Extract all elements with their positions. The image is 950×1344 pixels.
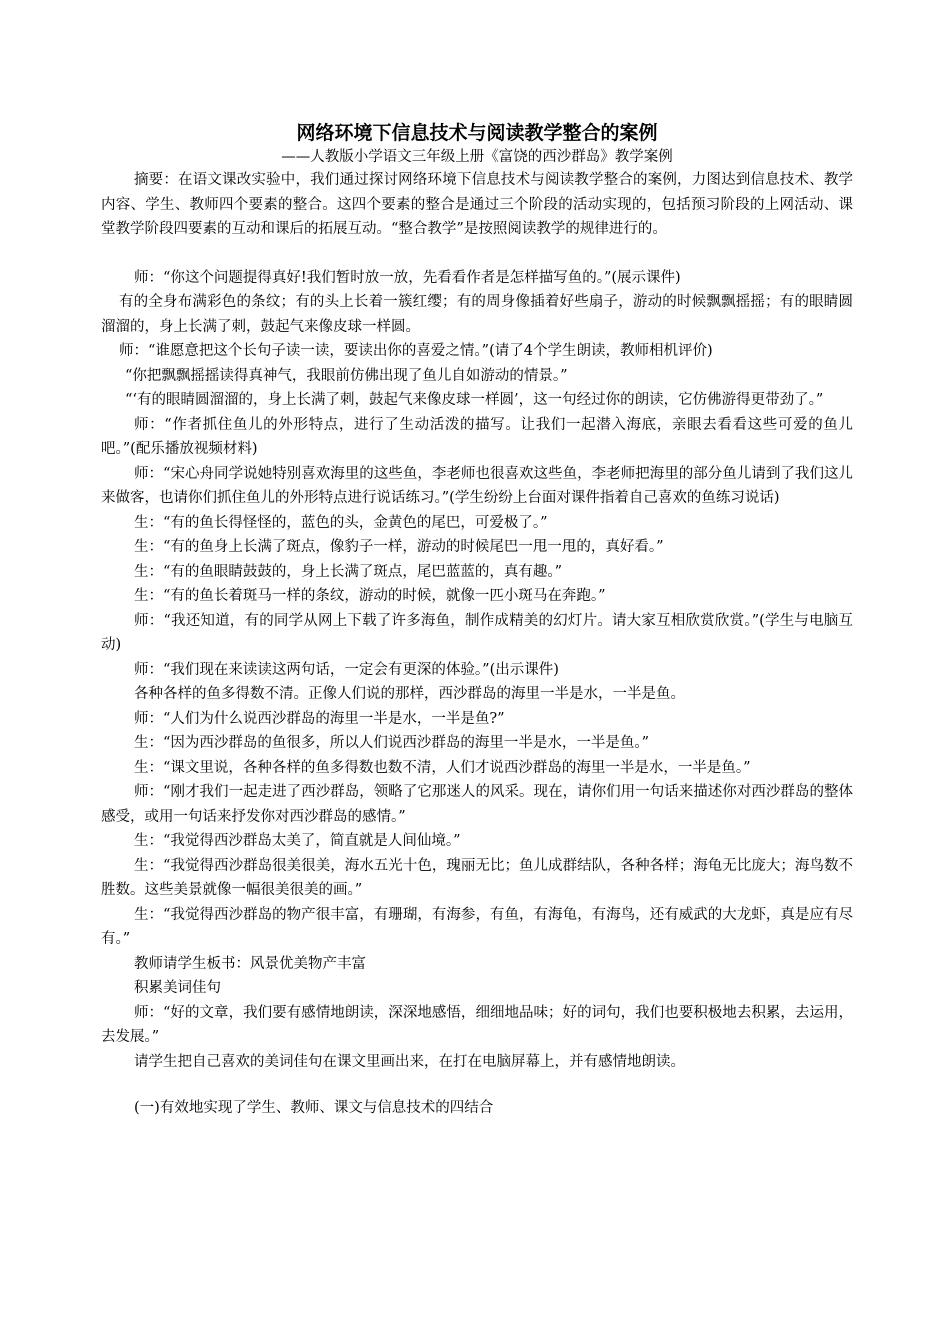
paragraph: 积累美词佳句 xyxy=(134,980,221,996)
paragraph: 生：“有的鱼长着斑马一样的条纹，游动的时候，就像一匹小斑马在奔跑。” xyxy=(134,588,606,604)
section-heading: (一)有效地实现了学生、教师、课文与信息技术的四结合 xyxy=(134,1100,494,1116)
paragraph: 各种各样的鱼多得数不清。正像人们说的那样，西沙群岛的海里一半是水，一半是鱼。 xyxy=(134,686,685,702)
paragraph: 师：“我们现在来读读这两句话，一定会有更深的体验。”(出示课件) xyxy=(134,661,559,678)
document-subtitle: ——人教版小学语文三年级上册《富饶的西沙群岛》教学案例 xyxy=(281,149,673,165)
document-page xyxy=(101,120,853,1121)
paragraph: 生：“我觉得西沙群岛很美很美，海水五光十色，瑰丽无比；鱼儿成群结队，各种各样；海龟无比庞大；海鸟数不胜数。这些美景就像一幅很美很美的画。” xyxy=(101,857,853,898)
paragraph: 师：“谁愿意把这个长句子读一读，要读出你的喜爱之情。”(请了4个学生朗读，教师相机评价) xyxy=(119,343,713,359)
paragraph: 教师请学生板书：风景优美物产丰富 xyxy=(134,955,366,972)
paragraph: “你把飘飘摇摇读得真神气，我眼前仿佛出现了鱼儿自如游动的情景。” xyxy=(125,367,568,384)
paragraph: 师：“作者抓住鱼儿的外形特点，进行了生动活泼的描写。让我们一起潜入海底，亲眼去看看这些可爱的鱼儿吧。”(配乐播放视频材料) xyxy=(101,416,853,457)
paragraph: 请学生把自己喜欢的美词佳句在课文里画出来，在打在电脑屏幕上，并有感情地朗读。 xyxy=(134,1053,685,1070)
paragraph: 师：“好的文章，我们要有感情地朗读，深深地感悟，细细地品味；好的词句，我们也要积极地去积累，去运用，去发展。” xyxy=(101,1004,853,1045)
paragraph: 生：“我觉得西沙群岛的物产很丰富，有珊瑚，有海参，有鱼，有海龟，有海鸟，还有威武的大龙虾，真是应有尽有。” xyxy=(101,906,853,947)
paragraph: “‘有的眼睛圆溜溜的，身上长满了刺，鼓起气来像皮球一样圆’，这一句经过你的朗读，它仿佛游得更带劲了。” xyxy=(125,392,824,408)
paragraph: 师：“人们为什么说西沙群岛的海里一半是水，一半是鱼?” xyxy=(134,710,505,727)
paragraph: 有的全身布满彩色的条纹；有的头上长着一簇红缨；有的周身像插着好些扇子，游动的时候飘飘摇摇；有的眼睛圆溜溜的，身上长满了刺，鼓起气来像皮球一样圆。 xyxy=(101,294,853,335)
paragraph: 生：“课文里说，各种各样的鱼多得数也数不清，人们才说西沙群岛的海里一半是水，一半是鱼。” xyxy=(134,759,751,776)
blank-line xyxy=(101,242,853,266)
paragraph: 师：“你这个问题提得真好!我们暂时放一放，先看看作者是怎样描写鱼的。”(展示课件) xyxy=(134,269,681,286)
document-title: 网络环境下信息技术与阅读教学整合的案例 xyxy=(296,122,658,144)
paragraph: 师：“我还知道，有的同学从网上下载了许多海鱼，制作成精美的幻灯片。请大家互相欣赏欣赏。”(学生与电脑互动) xyxy=(101,612,853,653)
blank-line xyxy=(101,1074,853,1096)
paragraph: 生：“有的鱼身上长满了斑点，像豹子一样，游动的时候尾巴一甩一甩的，真好看。” xyxy=(134,539,664,555)
abstract: 摘要：在语文课改实验中，我们通过探讨网络环境下信息技术与阅读教学整合的案例，力图达到信息技术、教学内容、学生、教师四个要素的整合。这四个要素的整合是通过三个阶段的活动实现的，包括预习阶段的上网活动、课堂教学阶段四要素的互动和课后的拓展互动。“整合教学”是按照阅读教学的规律进行的。 xyxy=(101,172,853,237)
paragraph: 生：“有的鱼长得怪怪的，蓝色的头，金黄色的尾巴，可爱极了。” xyxy=(134,514,548,531)
paragraph: 师：“刚才我们一起走进了西沙群岛，领略了它那迷人的风采。现在，请你们用一句话来描述你对西沙群岛的整体感受，或用一句话来抒发你对西沙群岛的感情。” xyxy=(101,784,853,825)
paragraph: 生：“有的鱼眼睛鼓鼓的，身上长满了斑点，尾巴蓝蓝的，真有趣。” xyxy=(134,563,563,580)
paragraph: 生：“因为西沙群岛的鱼很多，所以人们说西沙群岛的海里一半是水，一半是鱼。” xyxy=(134,735,650,751)
paragraph: 生：“我觉得西沙群岛太美了，简直就是人间仙境。” xyxy=(134,833,461,849)
paragraph: 师：“宋心舟同学说她特别喜欢海里的这些鱼，李老师也很喜欢这些鱼，李老师把海里的部分鱼儿请到了我们这儿来做客，也请你们抓住鱼儿的外形特点进行说话练习。”(学生纷纷上台面对课件指着自己喜欢的鱼练习说话) xyxy=(101,465,853,506)
